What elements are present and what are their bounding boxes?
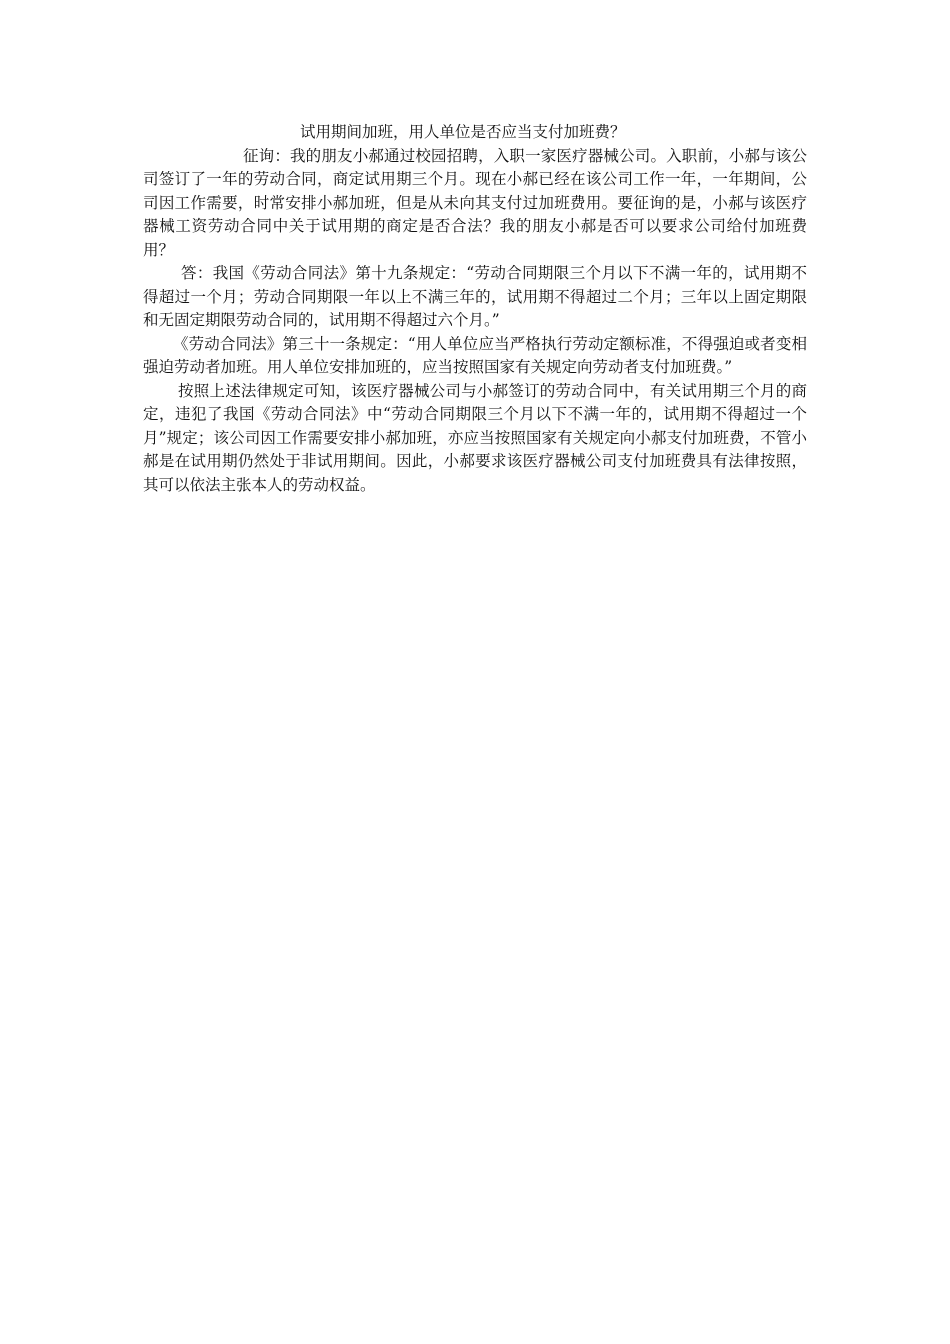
document-body [143,121,807,497]
answer-paragraph: 答：我国《劳动合同法》第十九条规定：“劳动合同期限三个月以下不满一年的，试用期不得超过一个月；劳动合同期限一年以上不满三年的，试用期不得超过二个月；三年以上固定期限和无固定期限劳动合同的，试用期不得超过六个月。” [143,264,807,329]
conclusion-paragraph: 按照上述法律规定可知，该医疗器械公司与小郝签订的劳动合同中，有关试用期三个月的商定，违犯了我国《劳动合同法》中“劳动合同期限三个月以下不满一年的，试用期不得超过一个月”规定；该公司因工作需要安排小郝加班，亦应当按照国家有关规定向小郝支付加班费，不管小郝是在试用期仍然处于非试用期间。因此，小郝要求该医疗器械公司支付加班费具有法律按照，其可以依法主张本人的劳动权益。 [143,381,807,494]
document-title: 试用期间加班，用人单位是否应当支付加班费？ [300,123,626,141]
law-citation-paragraph: 《劳动合同法》第三十一条规定：“用人单位应当严格执行劳动定额标准，不得强迫或者变相强迫劳动者加班。用人单位安排加班的，应当按照国家有关规定向劳动者支付加班费。” [143,334,807,376]
question-paragraph: 征询：我的朋友小郝通过校园招聘，入职一家医疗器械公司。入职前，小郝与该公司签订了一年的劳动合同，商定试用期三个月。现在小郝已经在该公司工作一年，一年期间，公司因工作需要，时常安排小郝加班，但是从未向其支付过加班费用。要征询的是，小郝与该医疗器械工资劳动合同中关于试用期的商定是否合法？我的朋友小郝是否可以要求公司给付加班费用？ [143,146,807,259]
